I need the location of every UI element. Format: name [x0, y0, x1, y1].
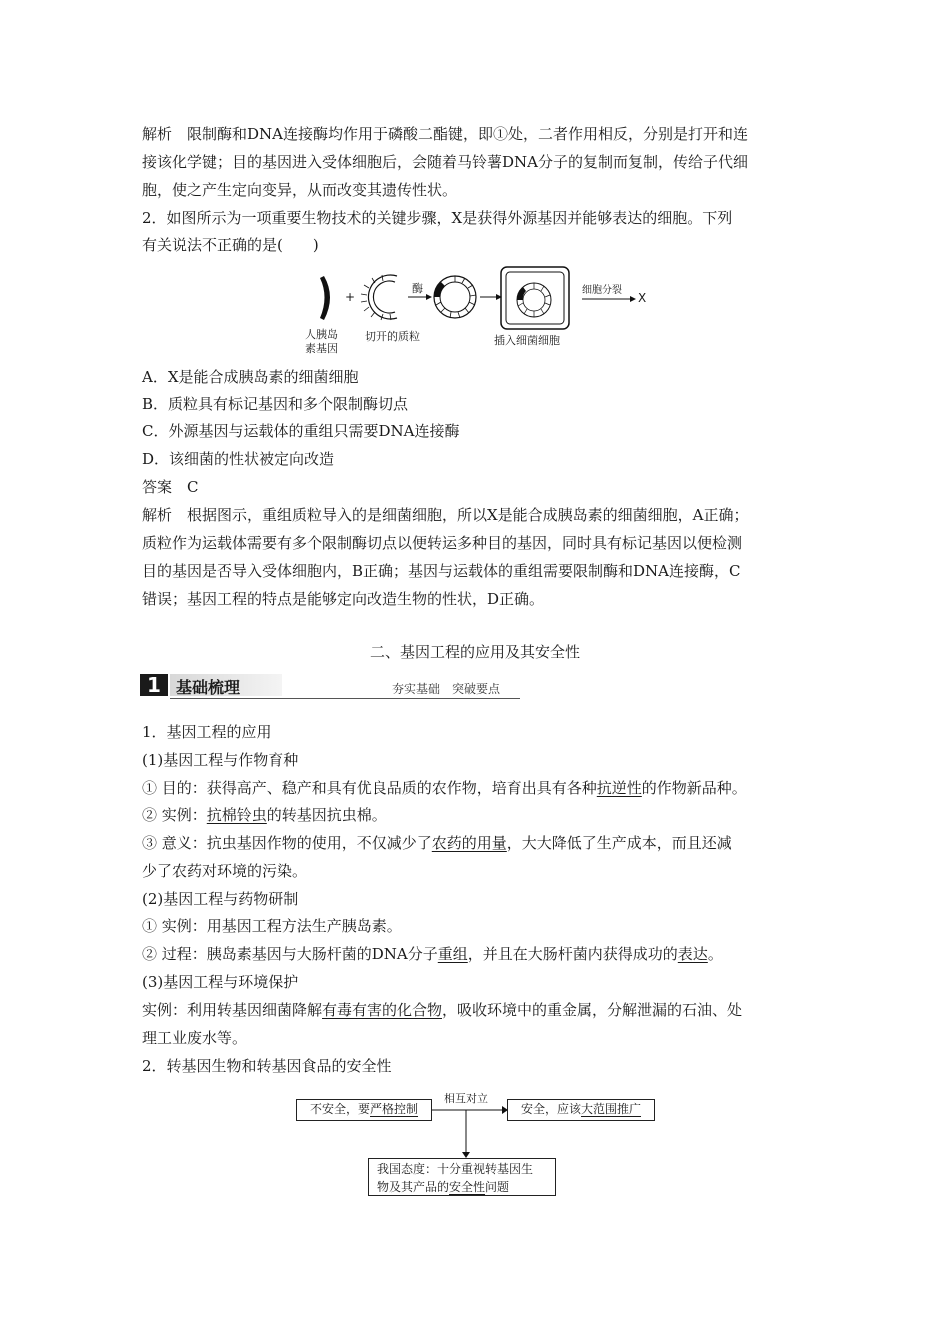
banner-subtitle: 夯实基础 突破要点	[392, 682, 501, 696]
answer: 答案 C	[142, 478, 199, 496]
analysis-1-line-1: 解析 限制酶和DNA连接酶均作用于磷酸二酯键，即①处，二者作用相反，分别是打开和连	[142, 125, 748, 143]
gene-label-line-1: 人胰岛	[305, 328, 338, 341]
drug-process: ② 过程：胰岛素基因与大肠杆菌的DNA分子重组，并且在大肠杆菌内获得成功的表达。	[142, 945, 723, 963]
option-c: C．外源基因与运载体的重组只需要DNA连接酶	[142, 422, 460, 440]
env-example-cont: 理工业废水等。	[142, 1029, 248, 1047]
mutual-opposition-label: 相互对立	[444, 1092, 488, 1105]
unsafe-box: 不安全，要严格控制	[296, 1099, 432, 1121]
subheading-2: (2)基因工程与药物研制	[142, 890, 299, 908]
safe-box: 安全，应该大范围推广	[507, 1099, 655, 1121]
attitude-line-2: 物及其产品的安全性问题	[377, 1180, 510, 1194]
banner-title: 基础梳理	[176, 678, 241, 697]
subheading-1: (1)基因工程与作物育种	[142, 751, 299, 769]
plasmid-label: 切开的质粒	[365, 330, 420, 343]
analysis-2-line-3: 目的基因是否导入受体细胞内，B正确；基因与运载体的重组需要限制酶和DNA连接酶，C	[142, 562, 741, 580]
crop-significance-cont: 少了农药对环境的污染。	[142, 862, 308, 880]
heading-2: 2．转基因生物和转基因食品的安全性	[142, 1057, 392, 1075]
gene-engineering-figure	[300, 262, 660, 362]
recombinant-plasmid	[434, 276, 476, 318]
gene-label-line-2: 素基因	[305, 342, 338, 355]
option-a: A．X是能合成胰岛素的细菌细胞	[142, 368, 359, 386]
x-label: X	[638, 291, 647, 305]
bacterium-cell	[501, 267, 569, 329]
option-d: D．该细菌的性状被定向改造	[142, 450, 335, 468]
analysis-2-line-2: 质粒作为运载体需要有多个限制酶切点以便转运多种目的基因，同时具有标记基因以便检测	[142, 534, 743, 552]
analysis-2-line-1: 解析 根据图示，重组质粒导入的是细菌细胞，所以X是能合成胰岛素的细菌细胞，A正确；	[142, 506, 749, 524]
banner-rule	[170, 698, 520, 699]
heading-1: 1．基因工程的应用	[142, 723, 272, 741]
drug-example: ① 实例：用基因工程方法生产胰岛素。	[142, 917, 402, 935]
division-label: 细胞分裂	[582, 285, 622, 296]
analysis-1-line-3: 胞，使之产生定向变异，从而改变其遗传性状。	[142, 181, 458, 199]
env-example: 实例：利用转基因细菌降解有毒有害的化合物，吸收环境中的重金属，分解泄漏的石油、处	[142, 1001, 743, 1019]
subheading-3: (3)基因工程与环境保护	[142, 973, 299, 991]
bacteria-label: 插入细菌细胞	[494, 334, 560, 347]
section-title: 二、基因工程的应用及其安全性	[369, 643, 580, 661]
china-attitude-box	[368, 1158, 556, 1196]
analysis-1-line-2: 接该化学键；目的基因进入受体细胞后，会随着马铃薯DNA分子的复制而复制，传给子代细	[142, 153, 748, 171]
question-2-line-1: 2．如图所示为一项重要生物技术的关键步骤，X是获得外源基因并能够表达的细胞。下列	[142, 209, 733, 227]
crop-purpose: ① 目的：获得高产、稳产和具有优良品质的农作物，培育出具有各种抗逆性的作物新品种。	[142, 779, 747, 797]
question-2-line-2: 有关说法不正确的是( )	[142, 236, 319, 254]
enzyme-label: 酶	[412, 282, 423, 295]
banner-number: 1	[140, 674, 168, 696]
plus-sign: +	[345, 290, 356, 304]
section-banner	[140, 672, 520, 700]
crop-example: ② 实例：抗棉铃虫的转基因抗虫棉。	[142, 806, 387, 824]
crop-significance: ③ 意义：抗虫基因作物的使用，不仅减少了农药的用量，大大降低了生产成本，而且还减	[142, 834, 732, 852]
cut-plasmid	[368, 275, 397, 319]
option-b: B．质粒具有标记基因和多个限制酶切点	[142, 395, 409, 413]
figure-svg	[300, 262, 660, 362]
attitude-line-1: 我国态度：十分重视转基因生	[377, 1162, 534, 1176]
analysis-2-line-4: 错误；基因工程的特点是能够定向改造生物的性状，D正确。	[142, 590, 545, 608]
gene-fragment	[320, 276, 330, 320]
